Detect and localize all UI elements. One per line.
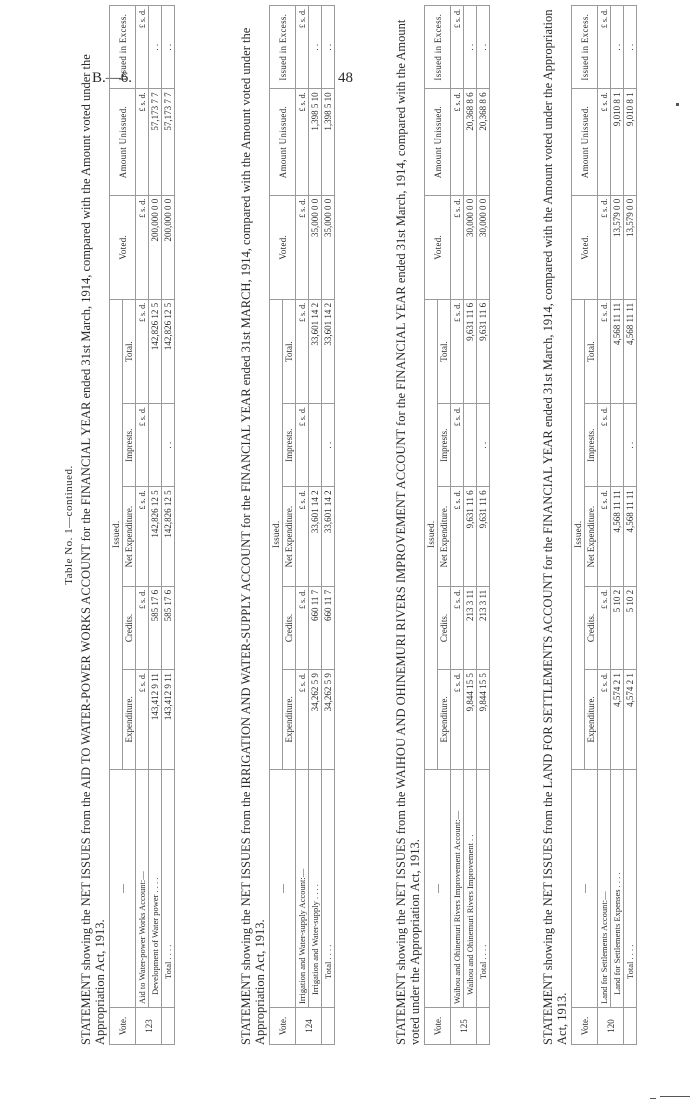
- statement-table: [424, 5, 490, 1045]
- scan-speck: [676, 103, 679, 106]
- credits-value: 213 3 11: [464, 586, 477, 669]
- total-total: 4,568 11 11: [624, 299, 637, 403]
- statement-heading: STATEMENT showing the NET ISSUES from the WAIHOU AND OHINEMURI RIVERS IMPROVEMENT ACCOUNT for the FINANCIAL YEAR ended 31st March, 1914, compared with the Amount voted under the Appropriation Act, 1913.: [394, 19, 422, 1045]
- total-unissued: 9,010 8 1: [624, 89, 637, 195]
- col-head-net-expenditure: Net Expenditure.: [283, 487, 296, 586]
- total-value: 9,631 11 6: [464, 299, 477, 403]
- expenditure-value: 143,412 9 11: [149, 670, 162, 769]
- credits-value: 660 11 7: [309, 586, 322, 669]
- total-total: 9,631 11 6: [477, 299, 490, 403]
- total-unissued: 57,173 7 7: [162, 89, 175, 195]
- account-name: Land for Settlements Account:—: [598, 769, 611, 1007]
- col-head-amount-unissued: Amount Unissued.: [425, 89, 451, 195]
- table-row: [149, 6, 162, 1045]
- col-head-credits: Credits.: [283, 586, 296, 669]
- unit-expenditure: £ s. d.: [296, 670, 309, 769]
- col-head-vote: Vote.: [270, 1007, 296, 1044]
- expenditure-value: 4,574 2 1: [611, 670, 624, 769]
- col-head-total: Total.: [283, 299, 296, 403]
- net-expenditure-value: 33,601 14 2: [309, 487, 322, 586]
- voted-value: 13,579 0 0: [611, 195, 624, 299]
- total-row: [624, 6, 637, 1045]
- unissued-value: 57,173 7 7: [149, 89, 162, 195]
- col-head-issued-in-excess: Issued in Excess.: [425, 6, 451, 89]
- excess-value: . .: [611, 6, 624, 89]
- unit-excess: £ s. d.: [136, 6, 149, 89]
- col-head-voted: Voted.: [110, 195, 136, 299]
- net-expenditure-value: 9,631 11 6: [464, 487, 477, 586]
- total-row: [322, 6, 335, 1045]
- item-name: Irrigation and Water-supply . . . .: [309, 769, 322, 1007]
- col-head-net-expenditure: Net Expenditure.: [585, 487, 598, 586]
- col-head-expenditure: Expenditure.: [123, 670, 136, 769]
- unit-credits: £ s. d.: [136, 586, 149, 669]
- unit-expenditure: £ s. d.: [136, 670, 149, 769]
- total-row: [477, 6, 490, 1045]
- total-expenditure: 34,262 5 9: [322, 670, 335, 769]
- total-voted: 13,579 0 0: [624, 195, 637, 299]
- imprests-value: [464, 404, 477, 487]
- col-head-issued: Issued.: [110, 299, 123, 769]
- rotated-page-content: [57, 5, 700, 1045]
- total-imprests: . .: [624, 404, 637, 487]
- unit-imprests: £ s. d.: [451, 404, 464, 487]
- col-head-voted: Voted.: [425, 195, 451, 299]
- total-label: Total . . . .: [624, 769, 637, 1007]
- total-label: Total . . . .: [477, 769, 490, 1007]
- statement-table: [269, 5, 335, 1045]
- col-head-issued: Issued.: [572, 299, 585, 769]
- vote-number: 123: [136, 1007, 162, 1044]
- statement-heading: STATEMENT showing the NET ISSUES from the AID TO WATER-POWER WORKS ACCOUNT for the FINANCIAL YEAR ended 31st March, 1914, compared with the Amount voted under the Appropriation Act, 1913.: [79, 54, 107, 1045]
- unit-imprests: £ s. d.: [598, 404, 611, 487]
- unit-credits: £ s. d.: [296, 586, 309, 669]
- statement-heading: STATEMENT showing the NET ISSUES from the LAND FOR SETTLEMENTS ACCOUNT for the FINANCIAL YEAR ended 31st March, 1914, compared with the Amount voted under the Appropriation Act, 1913.: [541, 9, 569, 1045]
- col-head-amount-unissued: Amount Unissued.: [110, 89, 136, 195]
- col-head-net-expenditure: Net Expenditure.: [123, 487, 136, 586]
- col-head-item: —: [425, 769, 451, 1007]
- page-number: 48: [338, 70, 353, 86]
- total-value: 4,568 11 11: [611, 299, 624, 403]
- voted-value: 35,000 0 0: [309, 195, 322, 299]
- total-credits: 5 10 2: [624, 586, 637, 669]
- col-head-vote: Vote.: [425, 1007, 451, 1044]
- statement-heading: STATEMENT showing the NET ISSUES from the IRRIGATION AND WATER-SUPPLY ACCOUNT for the FINANCIAL YEAR ended 31st MARCH, 1914, compared with the Amount voted under the Appropriation Act, 1913.: [239, 27, 267, 1045]
- table-row: [464, 6, 477, 1045]
- imprests-value: [149, 404, 162, 487]
- net-expenditure-value: 4,568 11 11: [611, 487, 624, 586]
- total-unissued: 20,368 8 6: [477, 89, 490, 195]
- unit-voted: £ s. d.: [598, 195, 611, 299]
- item-name: Waihou and Ohinemuri Rivers Improvement . .: [464, 769, 477, 1007]
- unit-row: [598, 6, 611, 1045]
- col-head-total: Total.: [123, 299, 136, 403]
- total-row: [162, 6, 175, 1045]
- unit-excess: £ s. d.: [451, 6, 464, 89]
- expenditure-value: 9,844 15 5: [464, 670, 477, 769]
- col-head-voted: Voted.: [572, 195, 598, 299]
- col-head-total: Total.: [438, 299, 451, 403]
- table-title: Table No. 1—continued.: [63, 465, 75, 585]
- col-head-issued-in-excess: Issued in Excess.: [270, 6, 296, 89]
- unit-net: £ s. d.: [296, 487, 309, 586]
- total-imprests: . .: [162, 404, 175, 487]
- col-head-imprests: Imprests.: [123, 404, 136, 487]
- unit-credits: £ s. d.: [598, 586, 611, 669]
- imprests-value: [611, 404, 624, 487]
- unit-row: [296, 6, 309, 1045]
- total-unissued: 1,398 5 10: [322, 89, 335, 195]
- total-excess: . .: [624, 6, 637, 89]
- total-label: Total . . . .: [322, 769, 335, 1007]
- col-head-item: —: [110, 769, 136, 1007]
- col-head-voted: Voted.: [270, 195, 296, 299]
- unit-imprests: £ s. d.: [296, 404, 309, 487]
- vote-number: 125: [451, 1007, 477, 1044]
- statement-table: [571, 5, 637, 1045]
- total-total: 33,601 14 2: [322, 299, 335, 403]
- unissued-value: 20,368 8 6: [464, 89, 477, 195]
- unit-unissued: £ s. d.: [136, 89, 149, 195]
- total-value: 142,826 12 5: [149, 299, 162, 403]
- col-head-amount-unissued: Amount Unissued.: [270, 89, 296, 195]
- total-voted: 200,000 0 0: [162, 195, 175, 299]
- credits-value: 5 10 2: [611, 586, 624, 669]
- imprests-value: [309, 404, 322, 487]
- total-net-expenditure: 142,826 12 5: [162, 487, 175, 586]
- unit-voted: £ s. d.: [451, 195, 464, 299]
- total-value: 33,601 14 2: [309, 299, 322, 403]
- table-row: [611, 6, 624, 1045]
- col-head-item: —: [270, 769, 296, 1007]
- total-credits: 585 17 6: [162, 586, 175, 669]
- vote-number: 120: [598, 1007, 624, 1044]
- col-head-issued-in-excess: Issued in Excess.: [572, 6, 598, 89]
- unit-total: £ s. d.: [136, 299, 149, 403]
- unit-total: £ s. d.: [598, 299, 611, 403]
- total-expenditure: 9,844 15 5: [477, 670, 490, 769]
- excess-value: . .: [309, 6, 322, 89]
- table-row: [309, 6, 322, 1045]
- unit-unissued: £ s. d.: [598, 89, 611, 195]
- col-head-total: Total.: [585, 299, 598, 403]
- unit-unissued: £ s. d.: [296, 89, 309, 195]
- col-head-net-expenditure: Net Expenditure.: [438, 487, 451, 586]
- col-head-credits: Credits.: [438, 586, 451, 669]
- unissued-value: 9,010 8 1: [611, 89, 624, 195]
- net-expenditure-value: 142,826 12 5: [149, 487, 162, 586]
- vote-number: 124: [296, 1007, 322, 1044]
- unit-imprests: £ s. d.: [136, 404, 149, 487]
- total-credits: 660 11 7: [322, 586, 335, 669]
- total-excess: . .: [477, 6, 490, 89]
- col-head-issued: Issued.: [425, 299, 438, 769]
- total-net-expenditure: 4,568 11 11: [624, 487, 637, 586]
- unit-net: £ s. d.: [598, 487, 611, 586]
- account-name: Waihou and Ohinemuri Rivers Improvement Account:—: [451, 769, 464, 1007]
- unit-total: £ s. d.: [296, 299, 309, 403]
- unit-voted: £ s. d.: [296, 195, 309, 299]
- total-net-expenditure: 9,631 11 6: [477, 487, 490, 586]
- statement-table: [109, 5, 175, 1045]
- col-head-expenditure: Expenditure.: [585, 670, 598, 769]
- credits-value: 585 17 6: [149, 586, 162, 669]
- scan-line: [650, 1098, 656, 1099]
- unit-net: £ s. d.: [136, 487, 149, 586]
- col-head-imprests: Imprests.: [283, 404, 296, 487]
- total-label: Total . . . .: [162, 769, 175, 1007]
- excess-value: . .: [464, 6, 477, 89]
- col-head-vote: Vote.: [572, 1007, 598, 1044]
- total-imprests: . .: [477, 404, 490, 487]
- account-name: Aid to Water-power Works Account:—: [136, 769, 149, 1007]
- scan-line: [660, 1096, 690, 1097]
- col-head-expenditure: Expenditure.: [438, 670, 451, 769]
- unit-net: £ s. d.: [451, 487, 464, 586]
- unit-credits: £ s. d.: [451, 586, 464, 669]
- voted-value: 30,000 0 0: [464, 195, 477, 299]
- col-head-expenditure: Expenditure.: [283, 670, 296, 769]
- total-excess: . .: [322, 6, 335, 89]
- total-total: 142,826 12 5: [162, 299, 175, 403]
- item-name: Land for Settlements Expenses . . . .: [611, 769, 624, 1007]
- total-imprests: . .: [322, 404, 335, 487]
- account-name: Irrigation and Water-supply Account:—: [296, 769, 309, 1007]
- unit-row: [451, 6, 464, 1045]
- total-excess: . .: [162, 6, 175, 89]
- col-head-imprests: Imprests.: [585, 404, 598, 487]
- total-expenditure: 4,574 2 1: [624, 670, 637, 769]
- unit-voted: £ s. d.: [136, 195, 149, 299]
- expenditure-value: 34,262 5 9: [309, 670, 322, 769]
- unit-expenditure: £ s. d.: [598, 670, 611, 769]
- total-credits: 213 3 11: [477, 586, 490, 669]
- page-header-series: B.—6.: [92, 70, 133, 86]
- voted-value: 200,000 0 0: [149, 195, 162, 299]
- unit-total: £ s. d.: [451, 299, 464, 403]
- unit-excess: £ s. d.: [296, 6, 309, 89]
- unit-row: [136, 6, 149, 1045]
- unissued-value: 1,398 5 10: [309, 89, 322, 195]
- excess-value: . .: [149, 6, 162, 89]
- col-head-vote: Vote.: [110, 1007, 136, 1044]
- col-head-amount-unissued: Amount Unissued.: [572, 89, 598, 195]
- col-head-credits: Credits.: [123, 586, 136, 669]
- col-head-imprests: Imprests.: [438, 404, 451, 487]
- unit-unissued: £ s. d.: [451, 89, 464, 195]
- col-head-item: —: [572, 769, 598, 1007]
- item-name: Development of Water power . . . .: [149, 769, 162, 1007]
- total-net-expenditure: 33,601 14 2: [322, 487, 335, 586]
- total-voted: 35,000 0 0: [322, 195, 335, 299]
- col-head-issued: Issued.: [270, 299, 283, 769]
- col-head-credits: Credits.: [585, 586, 598, 669]
- unit-excess: £ s. d.: [598, 6, 611, 89]
- total-voted: 30,000 0 0: [477, 195, 490, 299]
- total-expenditure: 143,412 9 11: [162, 670, 175, 769]
- unit-expenditure: £ s. d.: [451, 670, 464, 769]
- col-head-issued-in-excess: Issued in Excess.: [110, 6, 136, 89]
